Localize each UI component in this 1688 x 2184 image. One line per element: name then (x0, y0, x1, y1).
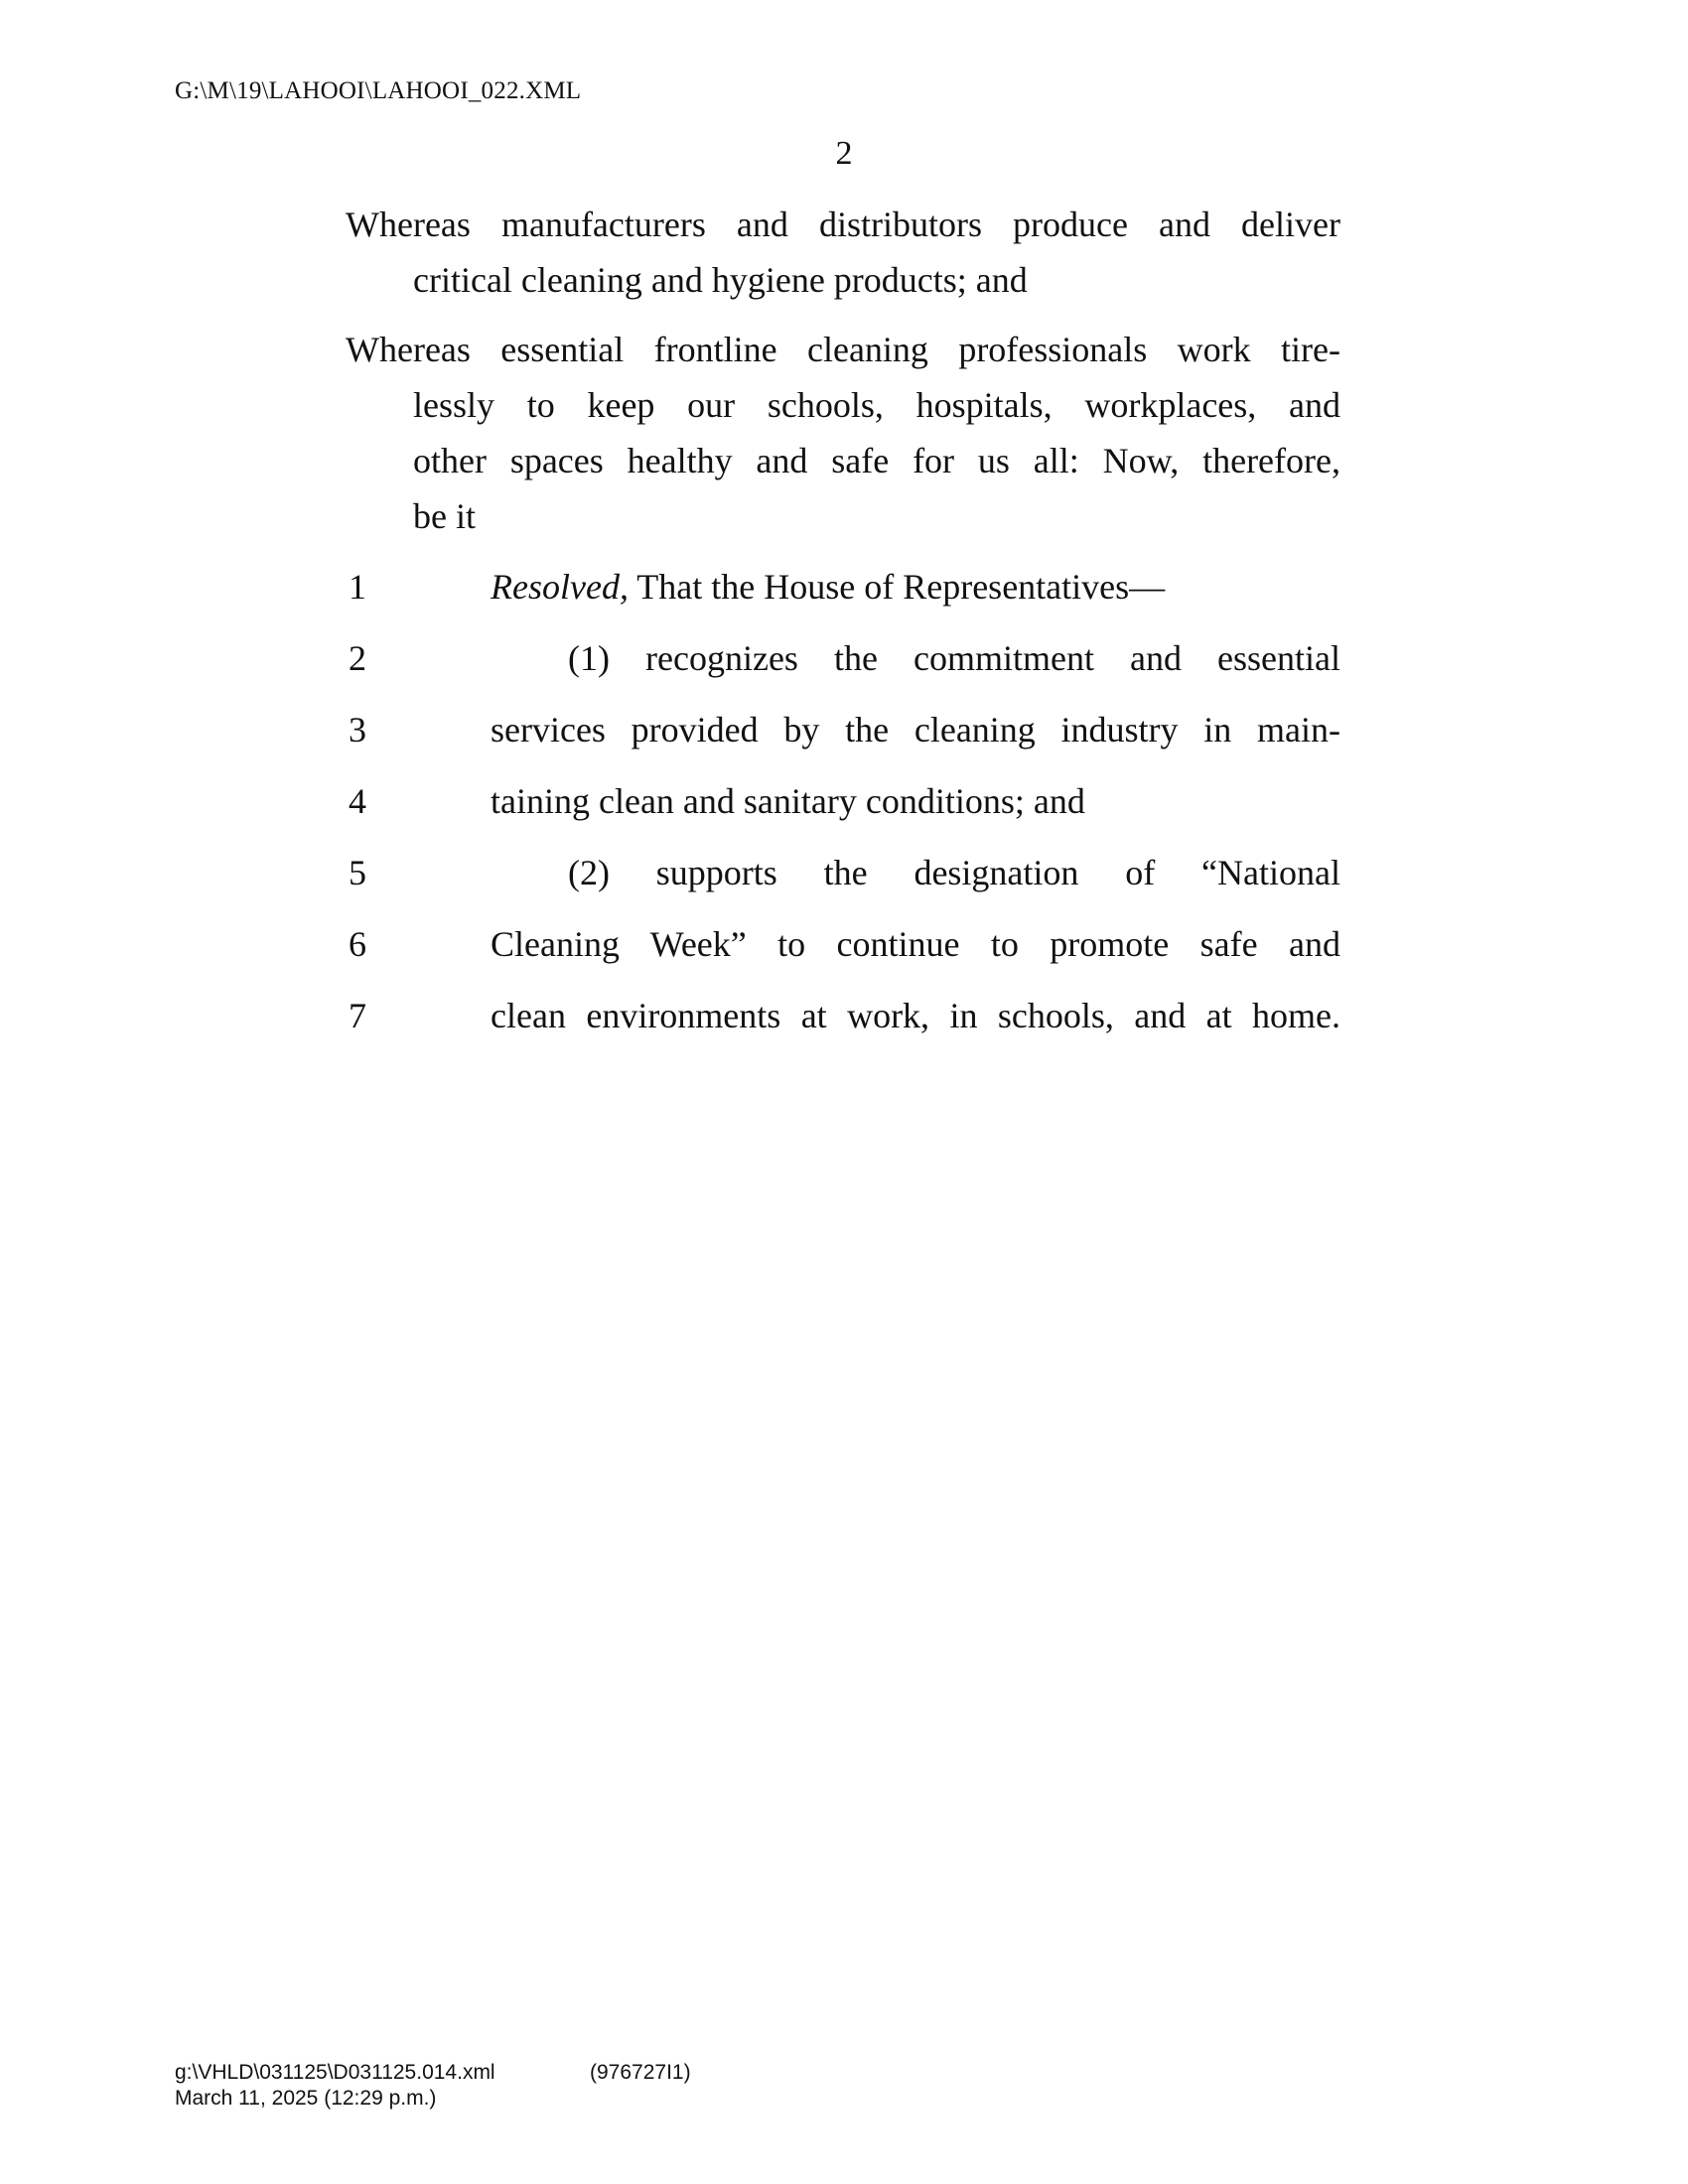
clause-line: Whereas essential frontline cleaning professionals work tire- (346, 330, 1340, 369)
resolution-line-7 (338, 988, 1340, 1059)
line-number: 3 (349, 710, 366, 750)
footer-line-1 (175, 2060, 691, 2086)
clause-line: be it (413, 496, 476, 536)
line-number: 4 (349, 781, 366, 821)
line-text: Cleaning Week” to continue to promote safe and (491, 924, 1340, 964)
line-number: 2 (349, 638, 366, 678)
line-number: 6 (349, 924, 366, 964)
line-number: 7 (349, 996, 366, 1035)
footer-date: March 11, 2025 (12:29 p.m.) (175, 2087, 437, 2110)
resolved-text: That the House of Representatives— (636, 567, 1166, 607)
line-text: clean environments at work, in schools, and at home. (491, 996, 1340, 1035)
resolution-line-2 (338, 630, 1340, 702)
resolution-line-5 (338, 845, 1340, 916)
line-number: 1 (349, 567, 366, 607)
line-text: (2) supports the designation of “National (568, 853, 1340, 892)
clause-line: critical cleaning and hygiene products; and (413, 260, 1028, 300)
clause-line: other spaces healthy and safe for us all: Now, therefore, (413, 441, 1340, 480)
document-path-header: G:\M\19\LAHOOI\LAHOOI_022.XML (175, 77, 582, 104)
line-text (491, 559, 1340, 614)
document-footer (175, 2060, 691, 2112)
resolved-word: Resolved, (491, 567, 629, 607)
line-number: 5 (349, 853, 366, 892)
footer-code: (976727I1) (590, 2061, 691, 2084)
clause-line: lessly to keep our schools, hospitals, workplaces, and (413, 385, 1340, 425)
preamble (346, 197, 1340, 558)
resolution-line-3 (338, 702, 1340, 773)
resolution-line-6 (338, 916, 1340, 988)
line-text: (1) recognizes the commitment and essential (568, 638, 1340, 678)
resolution-line-1 (338, 559, 1340, 630)
line-text: taining clean and sanitary conditions; and (491, 781, 1085, 821)
whereas-clause-2 (346, 322, 1340, 544)
resolution-line-4 (338, 773, 1340, 845)
resolution-body (338, 559, 1340, 1059)
page-number: 2 (835, 135, 853, 172)
clause-line: Whereas manufacturers and distributors produce and deliver (346, 205, 1340, 244)
line-text: services provided by the cleaning industry in main- (491, 710, 1340, 750)
whereas-clause-1 (346, 197, 1340, 308)
footer-file-path: g:\VHLD\031125\D031125.014.xml (175, 2061, 495, 2084)
